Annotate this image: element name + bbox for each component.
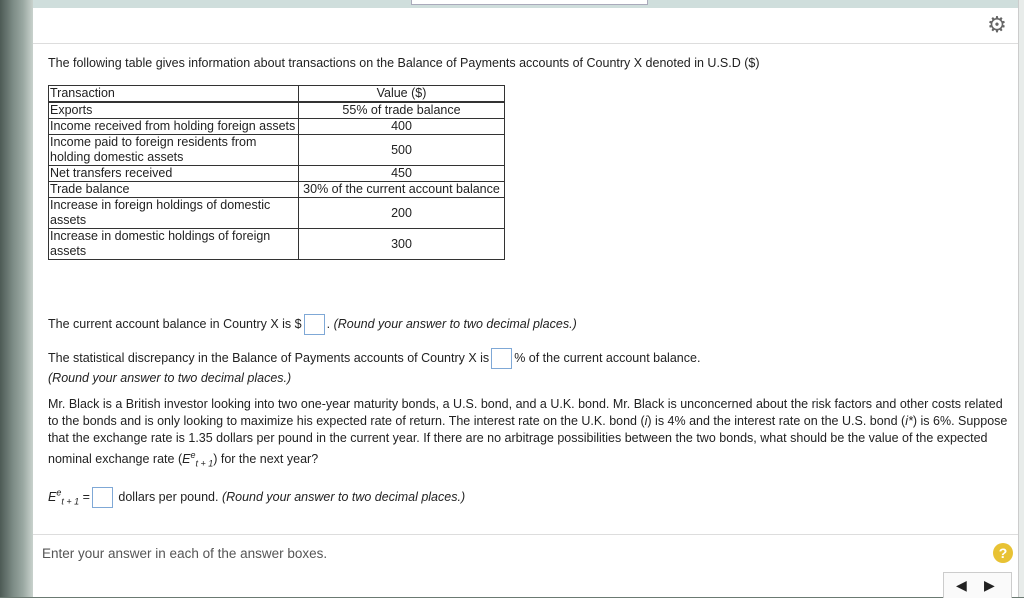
cell-value: 30% of the current account balance — [299, 182, 505, 198]
q3-E: E — [182, 452, 191, 467]
next-arrow-icon[interactable]: ▶ — [984, 577, 995, 593]
q3-text-3: ) is 6%. Suppose that the exchange rate is 1.35 dollars per pound in the current year. If there are no arbitrage possibilities between the two bonds, what should be the value of the expected nominal exchange rate ( — [48, 414, 1008, 467]
expected-rate-input[interactable] — [92, 487, 113, 508]
background-landscape — [0, 0, 33, 597]
ans-E: E — [48, 489, 57, 504]
q3-istar: i* — [905, 414, 913, 428]
bop-table — [48, 85, 505, 260]
right-edge — [1018, 0, 1024, 597]
table-row — [49, 229, 505, 260]
cell-value: 450 — [299, 166, 505, 182]
top-tab[interactable] — [411, 0, 648, 5]
cell-value: 200 — [299, 198, 505, 229]
answer-expected-rate — [48, 487, 465, 508]
question-current-account — [48, 314, 577, 335]
help-icon[interactable]: ? — [993, 543, 1013, 563]
instruction-text: Enter your answer in each of the answer boxes. — [42, 546, 328, 561]
q3-i: i — [644, 414, 648, 428]
ans-hint: (Round your answer to two decimal places.) — [221, 489, 466, 504]
table-row — [49, 182, 505, 198]
q3-sup: e — [190, 450, 196, 460]
question-panel — [33, 0, 1018, 597]
header-transaction: Transaction — [49, 86, 299, 103]
intro-text: The following table gives information about transactions on the Balance of Payments accounts of Country X denoted in U.S.D ($) — [48, 56, 760, 70]
question-exchange-rate — [48, 396, 1008, 473]
discrepancy-input[interactable] — [491, 348, 512, 369]
q3-sub: t + 1 — [195, 458, 214, 469]
top-bar — [33, 0, 1018, 8]
cell-transaction: Increase in foreign holdings of domestic assets — [49, 198, 299, 229]
q1-hint: (Round your answer to two decimal places.) — [333, 316, 577, 331]
table-row — [49, 198, 505, 229]
q2-text: The statistical discrepancy in the Balance of Payments accounts of Country X is — [48, 350, 490, 365]
table-row — [49, 135, 505, 166]
cell-transaction: Exports — [49, 102, 299, 119]
prev-arrow-icon[interactable]: ◀ — [956, 577, 967, 593]
cell-value: 500 — [299, 135, 505, 166]
q3-text-4: ) for the next year? — [213, 452, 319, 467]
table-row — [49, 166, 505, 182]
cell-transaction: Income paid to foreign residents from holding domestic assets — [49, 135, 299, 166]
table-row — [49, 119, 505, 135]
table-row — [49, 102, 505, 119]
current-account-input[interactable] — [304, 314, 325, 335]
ans-after: dollars per pound. — [118, 489, 222, 504]
gear-icon[interactable]: ⚙ — [987, 12, 1007, 37]
q3-text-1: Mr. Black is a British investor looking into two one-year maturity bonds, a U.S. bond, and a U.K. bond. Mr. Black is unconcerned about the risk factors and other costs related to the bonds and is only looking to maximize his expected rate of return. The interest rate on the U.K. bond ( — [48, 397, 1003, 428]
divider — [33, 43, 1018, 44]
cell-transaction: Income received from holding foreign assets — [49, 119, 299, 135]
cell-value: 400 — [299, 119, 505, 135]
cell-transaction: Trade balance — [49, 182, 299, 198]
q1-after: . — [326, 316, 334, 331]
cell-value: 55% of trade balance — [299, 102, 505, 119]
navigation-controls — [943, 572, 1012, 598]
cell-transaction: Net transfers received — [49, 166, 299, 182]
q1-text: The current account balance in Country X is $ — [48, 316, 302, 331]
ans-sup: e — [56, 487, 62, 498]
divider — [33, 534, 1018, 535]
cell-value: 300 — [299, 229, 505, 260]
question-statistical-discrepancy — [48, 348, 700, 387]
header-value: Value ($) — [299, 86, 505, 103]
ans-eq: = — [79, 489, 90, 504]
q2-hint: (Round your answer to two decimal places.) — [48, 371, 292, 385]
q3-text-2: ) is 4% and the interest rate on the U.S. bond ( — [647, 414, 906, 428]
ans-sub: t + 1 — [61, 496, 80, 507]
cell-transaction: Increase in domestic holdings of foreign assets — [49, 229, 299, 260]
q2-after: % of the current account balance. — [514, 350, 701, 365]
